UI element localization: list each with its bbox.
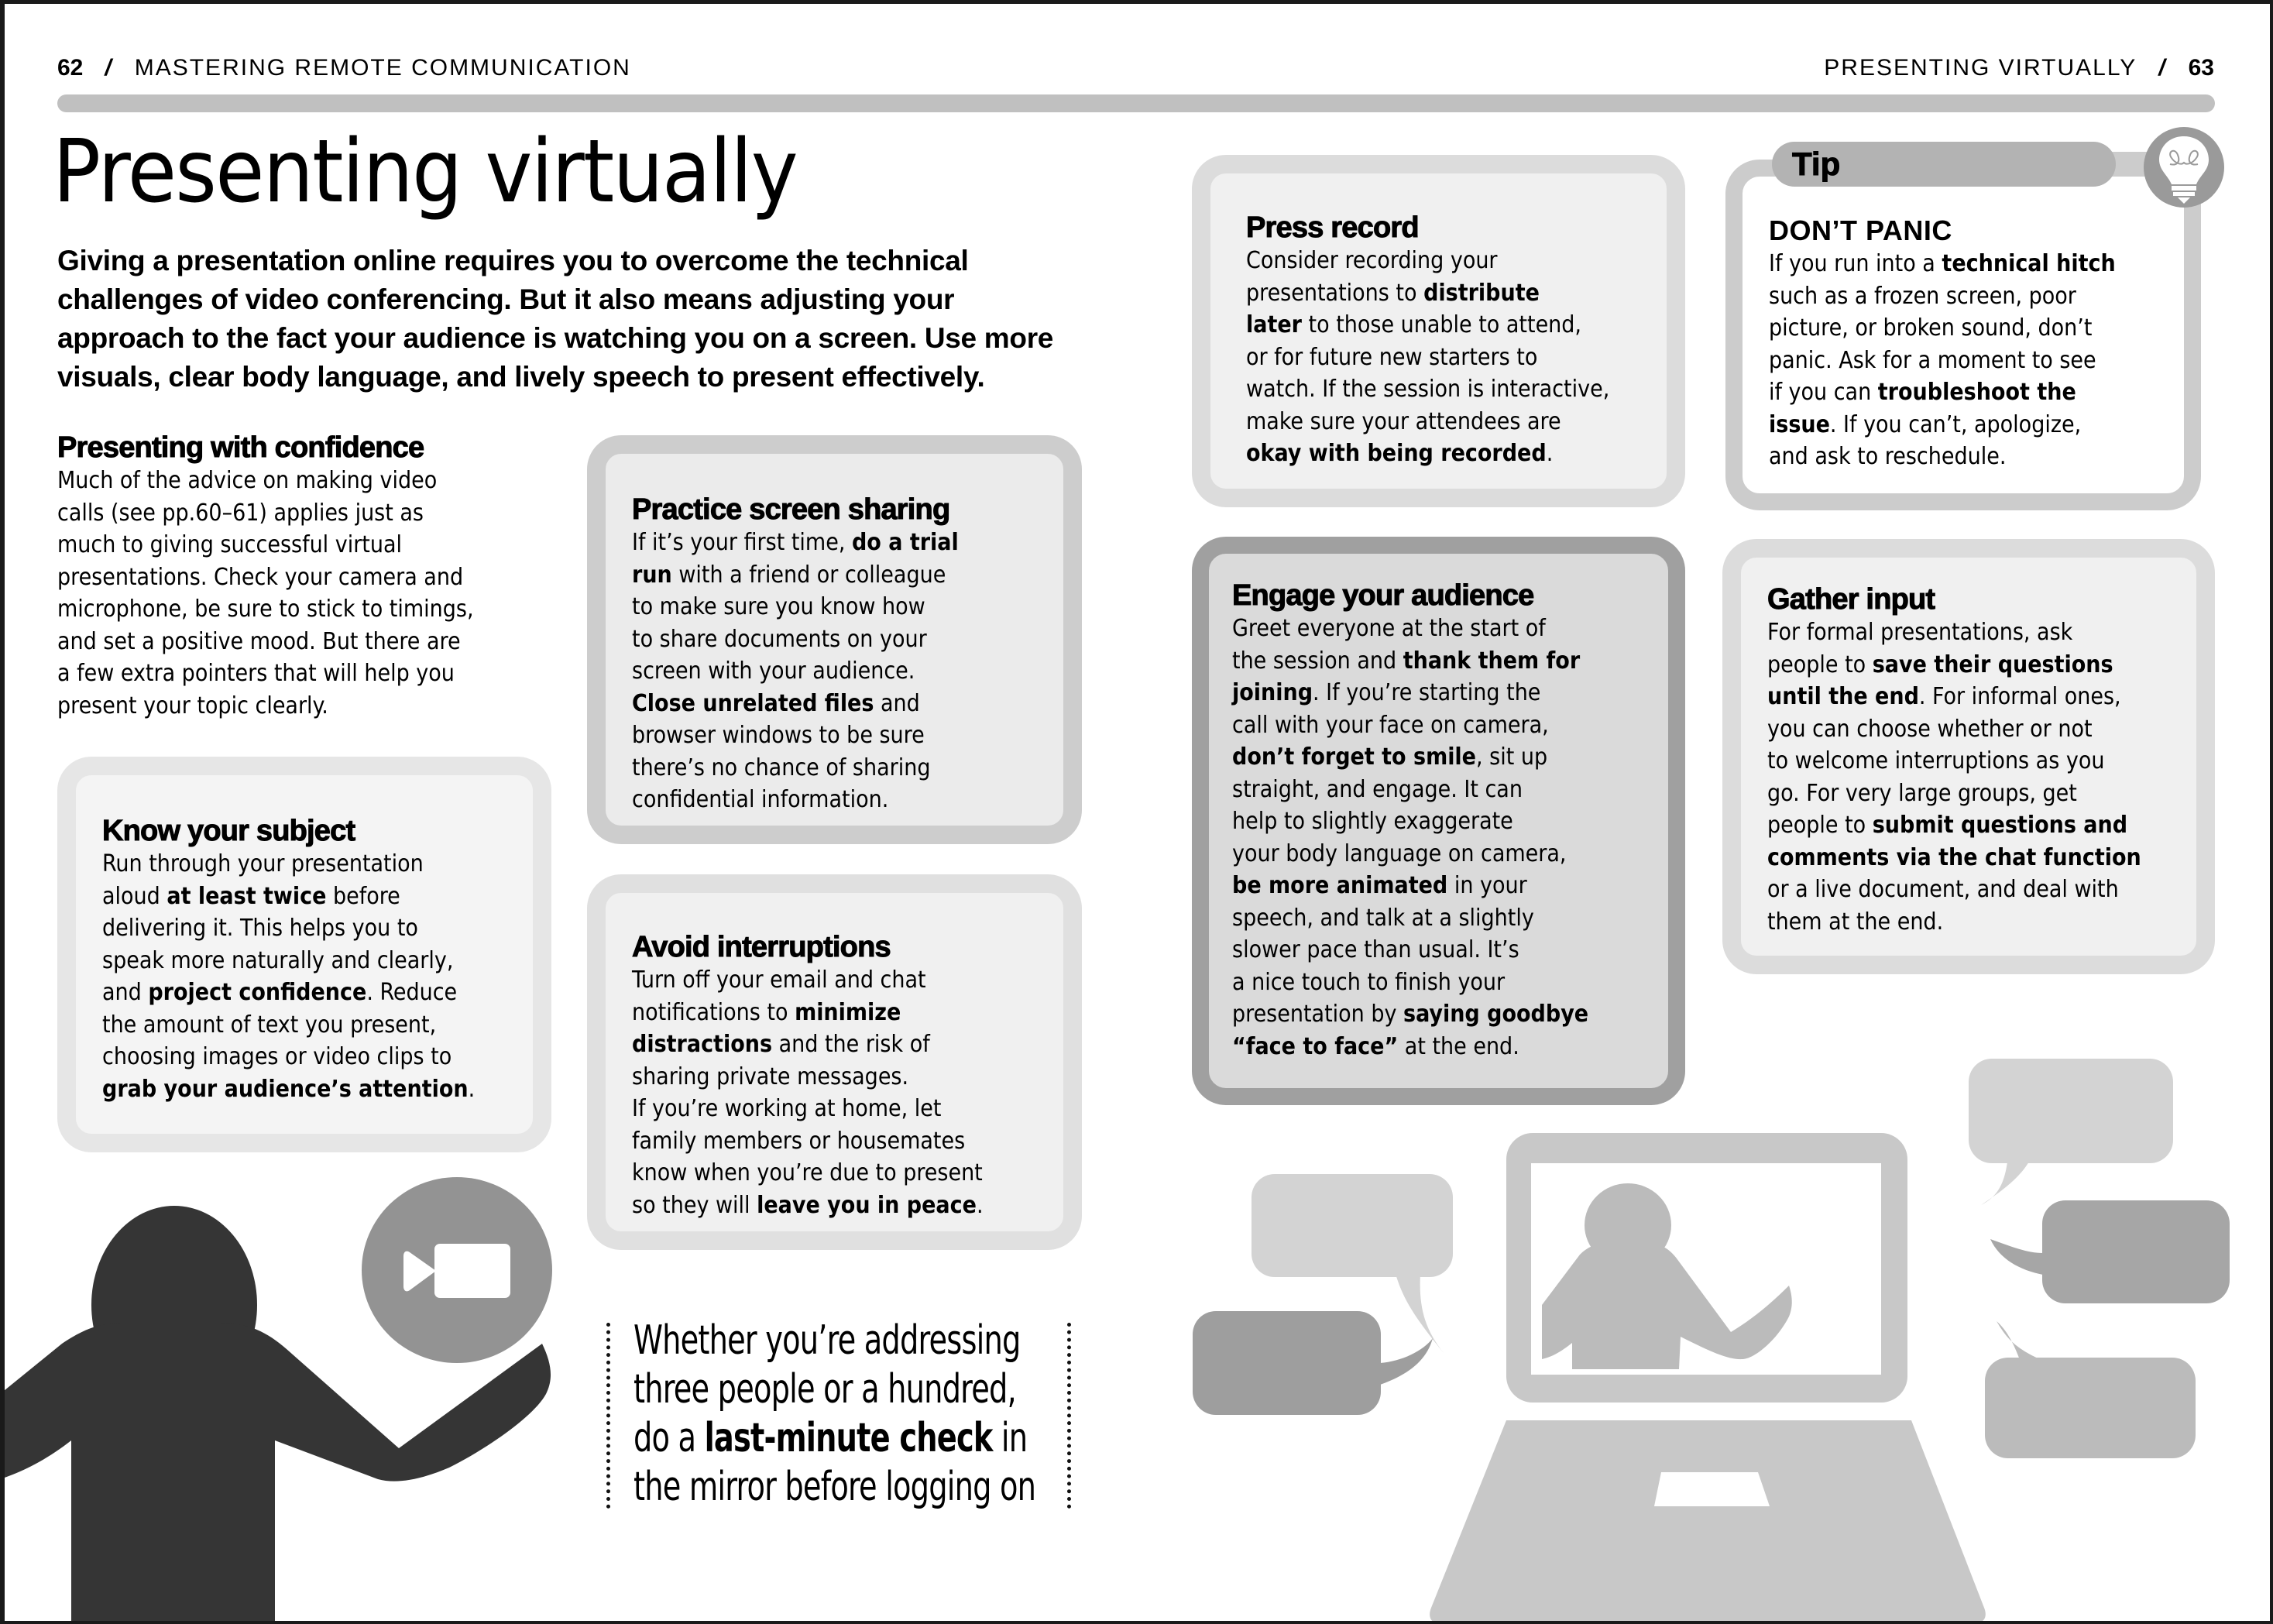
card-heading: Gather input bbox=[1767, 583, 1935, 616]
card-heading: Know your subject bbox=[102, 815, 355, 847]
page-number-right: 63 bbox=[2188, 55, 2214, 81]
tip-box bbox=[1725, 160, 2201, 510]
text-line: people to submit questions and bbox=[1767, 812, 2128, 839]
text-line: notifications to minimize bbox=[632, 998, 901, 1026]
text-line: comments via the chat function bbox=[1767, 843, 2141, 871]
tip-heading: DON’T PANIC bbox=[1769, 215, 1952, 246]
card-heading: Avoid interruptions bbox=[632, 931, 891, 963]
header-rule bbox=[57, 94, 2215, 112]
intro-line: approach to the fact your audience is watching you on a screen. Use more bbox=[57, 322, 1054, 354]
text-line: panic. Ask for a moment to see bbox=[1769, 346, 2096, 374]
quote-line: Whether you’re addressing bbox=[633, 1317, 1021, 1364]
card-body bbox=[1767, 616, 2141, 938]
quote-line: three people or a hundred, bbox=[633, 1366, 1016, 1413]
text-line: people to save their questions bbox=[1767, 651, 2113, 678]
card-gather-input bbox=[1722, 539, 2215, 974]
card-engage-your-audience bbox=[1192, 537, 1685, 1105]
section-body bbox=[57, 465, 553, 722]
text-line: Turn off your email and chat bbox=[632, 967, 926, 994]
text-line: much to giving successful virtual bbox=[57, 531, 403, 558]
text-line: a nice touch to finish your bbox=[1232, 968, 1506, 996]
page-number-left: 62 bbox=[57, 55, 84, 81]
text-line: to share documents on your bbox=[632, 625, 927, 653]
card-body bbox=[102, 848, 475, 1105]
card-press-record bbox=[1192, 155, 1685, 507]
tip-body bbox=[1769, 248, 2116, 473]
header-separator: / bbox=[2158, 55, 2167, 81]
text-line: slower pace than usual. It’s bbox=[1232, 936, 1519, 963]
text-line: run with a friend or colleague bbox=[632, 561, 946, 589]
quote-dotted-rule-right bbox=[1067, 1323, 1071, 1509]
text-line: “face to face” at the end. bbox=[1232, 1032, 1519, 1060]
text-line: picture, or broken sound, don’t bbox=[1769, 314, 2093, 342]
text-line: later to those unable to attend, bbox=[1246, 311, 1581, 338]
text-line: microphone, be sure to stick to timings, bbox=[57, 596, 474, 623]
pull-quote bbox=[633, 1317, 1067, 1512]
running-header-left bbox=[57, 53, 631, 84]
text-line: know when you’re due to present bbox=[632, 1159, 983, 1186]
text-line: If it’s your first time, do a trial bbox=[632, 529, 959, 556]
card-heading: Engage your audience bbox=[1232, 579, 1534, 612]
text-line: you can choose whether or not bbox=[1767, 715, 2093, 743]
text-line: joining. If you’re starting the bbox=[1232, 679, 1541, 706]
text-line: until the end. For informal ones, bbox=[1767, 683, 2121, 710]
section-presenting-with-confidence bbox=[57, 431, 553, 722]
text-line: help to slightly exaggerate bbox=[1232, 808, 1513, 835]
text-line: or a live document, and deal with bbox=[1767, 876, 2119, 903]
text-line: a few extra pointers that will help you bbox=[57, 660, 455, 687]
text-line: If you run into a technical hitch bbox=[1769, 250, 2116, 277]
text-line: presentations to distribute bbox=[1246, 279, 1540, 307]
video-camera-icon bbox=[360, 1169, 554, 1363]
tip-label: Tip bbox=[1792, 146, 1841, 182]
text-line: calls (see pp.60–61) applies just as bbox=[57, 499, 424, 527]
text-line: the amount of text you present, bbox=[102, 1011, 437, 1039]
text-line: distractions and the risk of bbox=[632, 1031, 930, 1058]
text-line: and ask to reschedule. bbox=[1769, 443, 2007, 470]
text-line: them at the end. bbox=[1767, 908, 1944, 936]
text-line: speech, and talk at a slightly bbox=[1232, 904, 1534, 932]
text-line: and project confidence. Reduce bbox=[102, 979, 458, 1006]
intro-line: visuals, clear body language, and lively speech to present effectively. bbox=[57, 361, 985, 393]
text-line: If you’re working at home, let bbox=[632, 1095, 942, 1122]
text-line: such as a frozen screen, poor bbox=[1769, 282, 2076, 310]
speech-bubble-icon bbox=[1969, 1059, 2173, 1205]
text-line: Consider recording your bbox=[1246, 247, 1498, 274]
text-line: if you can troubleshoot the bbox=[1769, 379, 2076, 406]
light-bulb-icon bbox=[2142, 125, 2226, 209]
text-line: browser windows to be sure bbox=[632, 722, 925, 749]
text-line: Close unrelated files and bbox=[632, 689, 920, 717]
tip-label-pill bbox=[1772, 142, 2116, 187]
text-line: confidential information. bbox=[632, 786, 889, 813]
text-line: grab your audience’s attention. bbox=[102, 1075, 476, 1103]
card-heading: Practice screen sharing bbox=[632, 493, 950, 526]
text-line: issue. If you can’t, apologize, bbox=[1769, 410, 2082, 438]
speech-bubble-icon bbox=[1193, 1311, 1433, 1415]
card-body bbox=[1232, 613, 1588, 1063]
quote-line: do a last-minute check in bbox=[633, 1415, 1028, 1461]
text-line: your body language on camera, bbox=[1232, 839, 1567, 867]
text-line: aloud at least twice before bbox=[102, 882, 400, 910]
text-line: to make sure you know how bbox=[632, 593, 925, 620]
text-line: to welcome interruptions as you bbox=[1767, 747, 2105, 774]
speech-bubble-icon bbox=[1985, 1321, 2196, 1458]
section-heading: Presenting with confidence bbox=[57, 431, 424, 464]
section-name-right: PRESENTING VIRTUALLY bbox=[1824, 55, 2137, 81]
text-line: For formal presentations, ask bbox=[1767, 619, 2073, 646]
text-line: Much of the advice on making video bbox=[57, 467, 438, 494]
text-line: presentation by saying goodbye bbox=[1232, 1001, 1589, 1028]
text-line: don’t forget to smile, sit up bbox=[1232, 743, 1548, 771]
laptop-video-call-icon bbox=[1177, 1053, 2273, 1624]
quote-line: the mirror before logging on bbox=[633, 1464, 1036, 1510]
text-line: choosing images or video clips to bbox=[102, 1043, 452, 1070]
speech-bubble-icon bbox=[1990, 1200, 2230, 1303]
card-body bbox=[632, 527, 959, 816]
text-line: be more animated in your bbox=[1232, 872, 1527, 899]
text-line: straight, and engage. It can bbox=[1232, 775, 1523, 803]
text-line: present your topic clearly. bbox=[57, 692, 328, 719]
text-line: Greet everyone at the start of bbox=[1232, 615, 1546, 642]
text-line: so they will leave you in peace. bbox=[632, 1191, 984, 1219]
text-line: sharing private messages. bbox=[632, 1063, 909, 1090]
text-line: go. For very large groups, get bbox=[1767, 779, 2077, 807]
text-line: delivering it. This helps you to bbox=[102, 915, 418, 942]
text-line: okay with being recorded. bbox=[1246, 440, 1554, 467]
text-line: family members or housemates bbox=[632, 1127, 966, 1155]
text-line: Run through your presentation bbox=[102, 850, 424, 877]
text-line: speak more naturally and clearly, bbox=[102, 946, 454, 974]
intro-line: challenges of video conferencing. But it also means adjusting your bbox=[57, 283, 955, 315]
intro-paragraph bbox=[57, 242, 1111, 397]
text-line: make sure your attendees are bbox=[1246, 407, 1561, 435]
intro-line: Giving a presentation online requires you to overcome the technical bbox=[57, 245, 969, 276]
page-title: Presenting virtually bbox=[53, 122, 797, 222]
text-line: screen with your audience. bbox=[632, 657, 915, 685]
card-practice-screen-sharing bbox=[587, 435, 1082, 844]
text-line: there’s no chance of sharing bbox=[632, 754, 931, 781]
text-line: call with your face on camera, bbox=[1232, 711, 1549, 739]
card-body bbox=[1246, 245, 1609, 470]
text-line: or for future new starters to bbox=[1246, 343, 1538, 371]
text-line: presentations. Check your camera and bbox=[57, 563, 464, 591]
section-name-left: MASTERING REMOTE COMMUNICATION bbox=[134, 55, 631, 81]
card-avoid-interruptions bbox=[587, 874, 1082, 1250]
quote-dotted-rule-left bbox=[606, 1323, 610, 1509]
card-know-your-subject bbox=[57, 757, 551, 1152]
header-separator: / bbox=[105, 55, 113, 81]
text-line: the session and thank them for bbox=[1232, 647, 1581, 675]
text-line: watch. If the session is interactive, bbox=[1246, 376, 1610, 403]
card-heading: Press record bbox=[1246, 211, 1419, 244]
text-line: and set a positive mood. But there are bbox=[57, 627, 461, 655]
card-body bbox=[632, 964, 984, 1221]
running-header-right bbox=[1824, 53, 2214, 84]
